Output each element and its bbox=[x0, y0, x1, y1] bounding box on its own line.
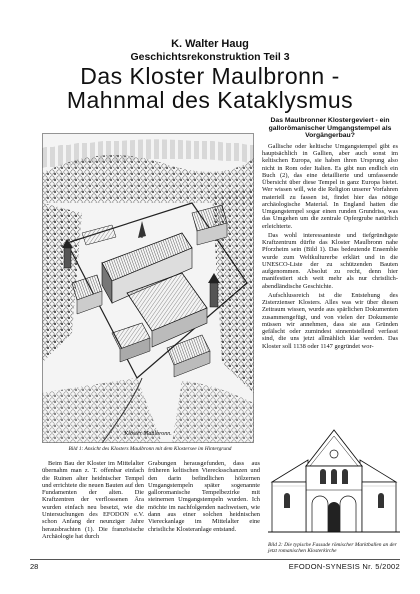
journal-name: EFODON-SYNESIS Nr. 5/2002 bbox=[288, 562, 400, 571]
monastery-engraving-image bbox=[42, 133, 254, 443]
series-title: Geschichtsrekonstruktion Teil 3 bbox=[130, 51, 290, 63]
engraving-inner-label: Kloster Maulbronn. bbox=[124, 431, 172, 437]
figure-1-caption: Bild 1: Ansicht des Klosters Maulbronn mit dem Klostersee im Hintergrund bbox=[68, 446, 232, 452]
paragraph: Aufschlussreich ist die Entstehung des Zisterzienser Klosters. Alles was wir über diesen Zeitraum wissen, wurde aus spärlichen Dokumenten zusammengefügt, und von vielen der Dokumente müssen wir annehmen, dass sie aus Gründen gefälscht oder zumindest sinnentstellend verfasst sind, die uns jetzt allmählich klar werden. Das Kloster soll 1138 oder 1147 gegründet wor- bbox=[262, 291, 398, 350]
paragraph: Gallische oder keltische Umgangstempel gibt es hauptsächlich in Gallien, aber auch sonst im keltischen Europa, sie haben ihren Ursprung also nicht in Rom oder Italien. Es gibt nun endlich ein Buch (2), das eine detaillierte und umfassende Übersicht über diese Tempel in ganz Europa bietet. Wer wissen will, wie die Religion unserer Vorfahren materiell zu fassen ist, findet hier das nötige archäologische Material. In England hatten die Umgangstempel sogar einen runden Grundriss, was das Umgehen um die zentrale Opfergrube natürlich erleichterte. bbox=[262, 142, 398, 230]
right-column bbox=[262, 117, 398, 352]
author-name: K. Walter Haug bbox=[171, 38, 249, 50]
article-title-line-2: Mahnmal des Kataklysmus bbox=[66, 87, 354, 113]
section-subheading: Das Maulbronner Klostergeviert - ein gallorömanischer Umgangstempel als Vorgängerbau? bbox=[268, 117, 392, 140]
paragraph: Grabungen herausgefunden, dass aus früheren keltischen Vierecksschanzen und den darin befindlichen hölzernen Umgangstempeln später sogenannte galloromanische Tempelbezirke mit steinernen Umgangstempeln wurden. Ich möchte im nachfolgenden nachweisen, wie dann aus einer solchen heidnischen Viereckanlage im Mittelalter eine christliche Klosteranlage entstand. bbox=[148, 460, 260, 533]
figure-2-caption: Bild 2: Die typische Fassade römischer Marktballen an der jetzt romanischen Klosterkirche bbox=[268, 542, 397, 555]
bottom-middle-column bbox=[148, 460, 260, 533]
bottom-left-column bbox=[42, 460, 144, 540]
footer-divider bbox=[30, 559, 400, 560]
article-title-line-1: Das Kloster Maulbronn - bbox=[80, 63, 340, 89]
paragraph: Das wohl interessanteste und tiefgründigste Kraftzentrum dürfte das Kloster Maulbronn nahe Pforzheim sein (Bild 1). Das bedeutende Ensemble wurde zum Weltkulturerbe erklärt und in die UNESCO-Liste der zu schützenden Bauten aufgenommen. Absolut zu recht, denn hier manifestiert sich weit mehr als nur christlich-abendländische Geschichte. bbox=[262, 231, 398, 290]
paragraph: Beim Bau der Kloster im Mittelalter übernahm man z. T. offenbar einfach die Ruinen alter heidnischer Tempel und errichtete die neuen Bauten auf den Fundamenten der alten. Die Kraftzentren der verflossenen Ära wurden einfach neu besetzt, wie die Untersuchungen des EFODON e.V. schon Anfang der neunziger Jahre herausbrachten (1). Die französische Archäologie hat durch bbox=[42, 460, 144, 540]
church-facade-image bbox=[268, 420, 400, 540]
page-number: 28 bbox=[30, 562, 39, 571]
